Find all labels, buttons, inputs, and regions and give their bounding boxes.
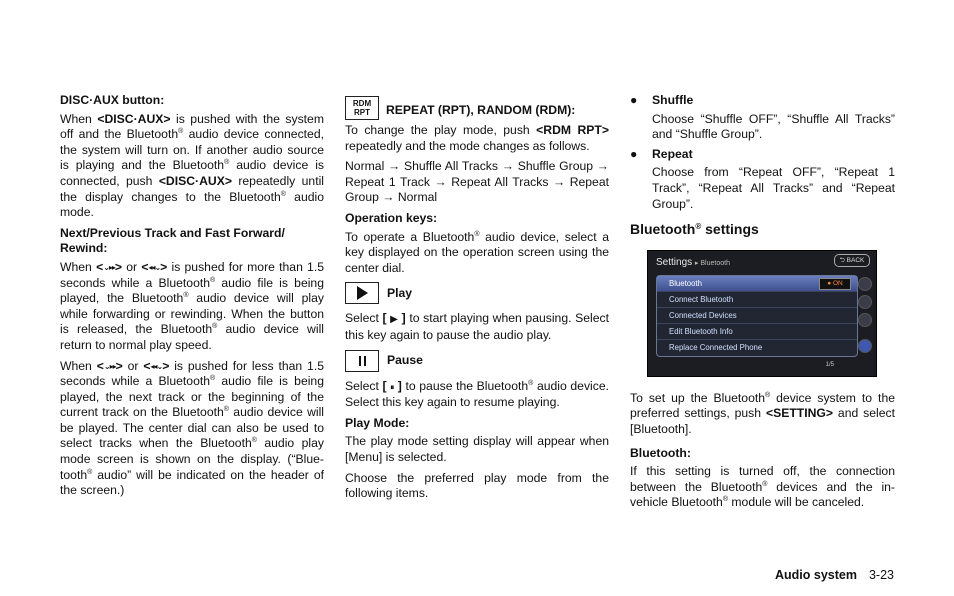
repeat-random-header [345, 96, 609, 120]
screen-scroll-down-icon [858, 339, 872, 353]
column-3 [630, 93, 895, 516]
bluetooth-heading: Bluetooth: [630, 445, 691, 460]
seek-forward-icon: ⌄▸▸ [103, 361, 116, 371]
bluetooth-settings-title: Bluetooth® settings [630, 221, 759, 238]
play-paragraph: Select [ ▶ ] to start playing when pausing. Select this key again to pause the audio play. [345, 311, 609, 342]
screen-item-connect: Connect Bluetooth [657, 292, 857, 308]
screen-scroll-icon [858, 313, 872, 327]
repeat-sequence: Normal → Shuffle All Tracks → Shuffle Group → Repeat 1 Track → Repeat All Tracks → Repeat Group → Normal [345, 159, 609, 205]
seek-back-icon: ◂◂⌄ [148, 262, 161, 272]
disc-aux-paragraph: When <DISC·AUX> is pushed with the system off and the Bluetooth® audio device connected, the system will turn on. If another audio source is playing and the Bluetooth® audio device is connected, push <DISC·AUX> repeatedly until the display changes to the Bluetooth® audio mode. [60, 111, 325, 220]
rdm-rpt-button-icon: RDM RPT [345, 96, 379, 120]
bluetooth-paragraph: If this setting is turned off, the connection between the Bluetooth® devices and the in-vehicle Bluetooth® module will be canceled. [630, 464, 895, 510]
setup-paragraph: To set up the Bluetooth® device system to the preferred settings, push <SETTING> and select [Bluetooth]. [630, 390, 896, 436]
screen-back-button: ⮌ BACK [834, 254, 870, 267]
screen-title: Settings ▸ Bluetooth [656, 256, 730, 268]
pause-label: Pause [387, 352, 423, 367]
pause-paragraph: Select [ ⏸ ] to pause the Bluetooth® audio device. Select this key again to resume playing. [345, 378, 609, 410]
play-key-row [345, 282, 609, 304]
repeat-paragraph: To change the play mode, push <RDM RPT> repeatedly and the mode changes as follows. [345, 123, 609, 153]
screen-item-bluetooth: Bluetooth ● ON [657, 276, 857, 292]
seek-back-icon: ◂◂⌄ [150, 361, 163, 371]
play-mode-paragraph-1: The play mode setting display will appear when [Menu] is selected. [345, 434, 609, 464]
screen-item-edit: Edit Bluetooth Info [657, 324, 857, 340]
seek-forward-icon: ⌄▸▸ [103, 262, 115, 272]
repeat-bullet: ● Repeat Choose from “Repeat OFF”, “Repeat 1 Track”, “Repeat All Tracks” and “Repeat Group”. [630, 146, 895, 211]
disc-aux-heading: DISC·AUX button: [60, 93, 165, 107]
play-label: Play [387, 285, 413, 300]
footer-page-number: 3-23 [868, 568, 894, 582]
column-2 [345, 93, 609, 507]
play-icon [345, 282, 379, 304]
operation-keys-paragraph: To operate a Bluetooth® audio device, select a key displayed on the operation screen using the center dial. [345, 229, 609, 275]
bluetooth-settings-screen [647, 250, 877, 377]
play-mode-heading: Play Mode: [345, 415, 410, 430]
screen-scroll-icon [858, 295, 872, 309]
operation-keys-heading: Operation keys: [345, 210, 438, 225]
page-footer [775, 568, 894, 584]
track-heading: Next/Previous Track and Fast Forward/ Rewind: [60, 225, 285, 256]
footer-section: Audio system [775, 568, 857, 582]
play-mode-paragraph-2: Choose the preferred play mode from the following items. [345, 470, 609, 501]
repeat-random-heading: REPEAT (RPT), RANDOM (RDM): [386, 103, 576, 118]
screen-item-replace: Replace Connected Phone [669, 342, 763, 352]
track-paragraph-1: When <⌄▸▸> or <◂◂⌄> is pushed for more than 1.5 seconds while a Bluetooth® audio file is being played, the Bluetooth® audio device will play while forwarding or rewinding. When the button is released, the Bluetooth® audio device will return to normal play speed. [60, 259, 324, 352]
column-1 [60, 93, 324, 504]
pause-key-row [345, 350, 609, 372]
pause-icon [345, 350, 379, 372]
screen-item-connected: Connected Devices [657, 308, 857, 324]
shuffle-bullet: ● Shuffle Choose “Shuffle OFF”, “Shuffle All Tracks” and “Shuffle Group”. [630, 93, 895, 142]
screen-scroll-up-icon [858, 277, 872, 291]
screen-page-indicator: 1/5 [825, 362, 834, 369]
track-paragraph-2: When <⌄▸▸> or <◂◂⌄> is pushed for less than 1.5 seconds while a Bluetooth® audio file is being played, the next track or the beginning of the current track on the Bluetooth® audio device will be played. The center dial can also be used to select tracks when the Bluetooth® audio play mode screen is shown on the display. (“Blue-tooth® audio” will be indicated on the header of the screen.) [60, 358, 324, 498]
screen-menu-list [656, 275, 858, 357]
